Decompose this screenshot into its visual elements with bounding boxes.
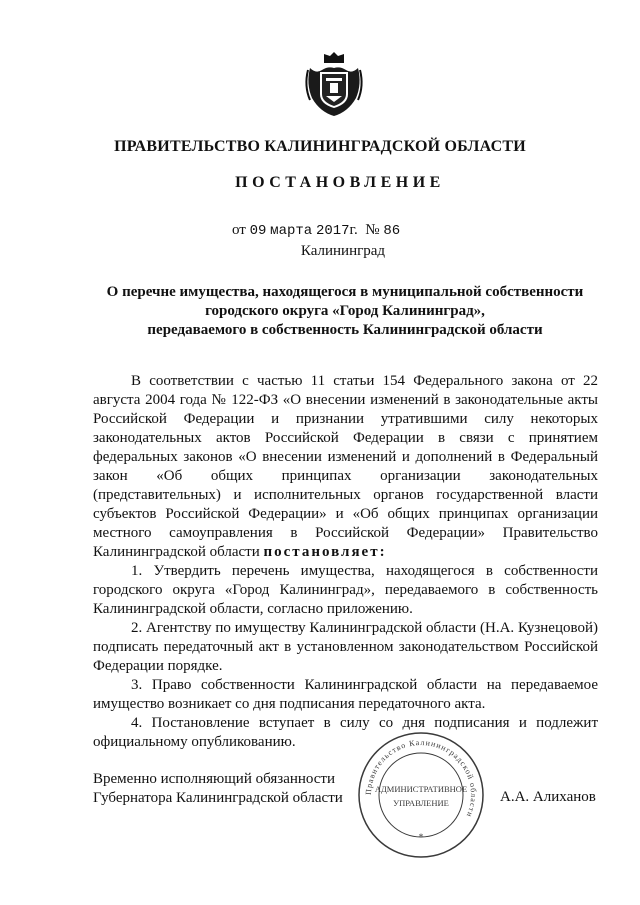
signatory-name: А.А. Алиханов [500, 789, 596, 805]
subject-line: передаваемого в собственность Калининградской области [147, 322, 543, 338]
year-suffix: г. [349, 222, 358, 238]
government-title: ПРАВИТЕЛЬСТВО КАЛИНИНГРАДСКОЙ ОБЛАСТИ [114, 138, 526, 155]
document-subject [85, 283, 605, 340]
stamp-star-icon: * [418, 832, 424, 842]
document-number: 86 [383, 223, 401, 239]
date-year: 2017 [315, 223, 350, 239]
subject-line: городского округа «Город Калининград», [205, 303, 485, 319]
stamp-center-line: АДМИНИСТРАТИВНОЕ [374, 784, 468, 794]
document-type: ПОСТАНОВЛЕНИЕ [235, 174, 445, 191]
date-number-line [232, 222, 492, 239]
coat-of-arms-icon [302, 50, 366, 118]
date-prefix: от [232, 222, 246, 238]
clause-2: 2. Агентству по имуществу Калининградской области (Н.А. Кузнецовой) подписать передаточный акт в установленном законодательством Российской Федерации порядке. [93, 620, 598, 674]
stamp-ring-text: Правительство Калининградской области [363, 737, 479, 820]
stamp-center-line: УПРАВЛЕНИЕ [393, 798, 449, 808]
date-month: марта [270, 223, 313, 239]
preamble-text: В соответствии с частью 11 статьи 154 Федерального закона от 22 августа 2004 года № 122-ФЗ «О внесении изменений в законодательные акты Российской Федерации и признании утратившими силу некоторых законодательных актов Российской Федерации в связи с принятием федеральных законов «О внесении изменений и дополнений в Федеральный закон «Об общих принципах организации законодательных (представительных) и исполнительных органов государственной власти субъектов Российской Федерации» и «Об общих принципах организации местного самоуправления в Российской Федерации» Правительство Калининградской области [93, 373, 598, 560]
date-day: 09 [249, 223, 267, 239]
position-line: Губернатора Калининградской области [93, 790, 343, 806]
subject-line: О перечне имущества, находящегося в муниципальной собственности [106, 284, 584, 300]
clause-4: 4. Постановление вступает в силу со дня подписания и подлежит официальному опубликованию. [93, 715, 598, 750]
position-line: Временно исполняющий обязанности [93, 771, 336, 787]
official-seal-icon [356, 730, 486, 860]
resolves-word: постановляет: [263, 544, 387, 560]
clause-1: 1. Утвердить перечень имущества, находящегося в собственности городского округа «Город Калининград», передаваемого в собственность Калининградской области, согласно приложению. [93, 563, 598, 617]
document-body [93, 372, 598, 752]
preamble-paragraph [93, 372, 598, 562]
clause-3: 3. Право собственности Калининградской области на передаваемое имущество возникает со дня подписания передаточного акта. [93, 677, 598, 712]
signatory-position [93, 770, 353, 808]
city: Калининград [300, 243, 386, 259]
number-sign: № [365, 222, 380, 238]
